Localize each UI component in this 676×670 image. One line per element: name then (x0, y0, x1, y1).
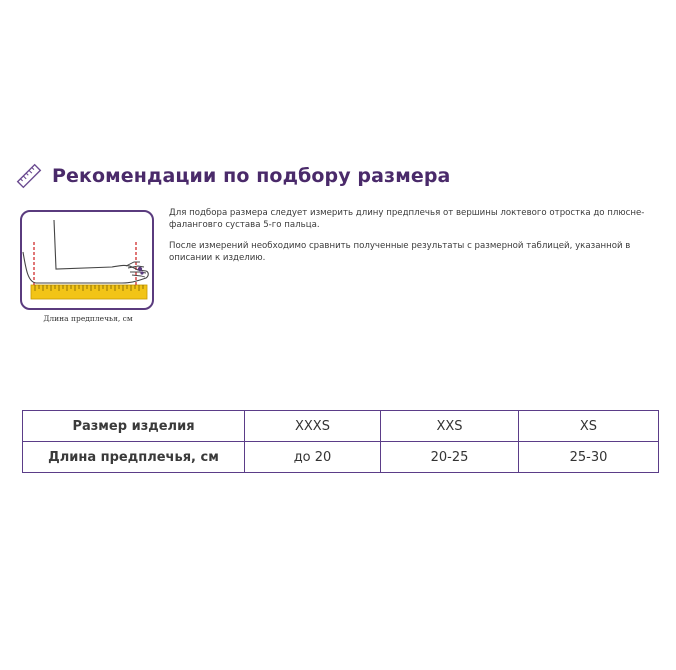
page-title: Рекомендации по подбору размера (52, 165, 451, 187)
forearm-measurement-illustration (22, 212, 152, 308)
row-header: Длина предплечья, см (23, 442, 245, 473)
table-cell: XXS (381, 411, 519, 442)
description-paragraph: После измерений необходимо сравнить полученные результаты с размерной таблицей, указанной в описании к изделию. (169, 241, 631, 263)
size-table (22, 410, 659, 473)
figure-frame (20, 210, 154, 310)
section-heading (16, 163, 450, 189)
description-paragraph: Для подбора размера следует измерить длину предплечья от вершины локтевого отростка до плюсне-фаланговго сустава 5-го пальца. (169, 208, 645, 230)
table-cell: XS (519, 411, 659, 442)
arm-outline (23, 220, 148, 283)
ruler-bar (31, 285, 147, 299)
row-header: Размер изделия (23, 411, 245, 442)
table-cell: 25-30 (519, 442, 659, 473)
ruler-pencil-icon (16, 163, 42, 189)
table-row (23, 411, 659, 442)
description-text (169, 207, 664, 273)
measurement-figure (20, 210, 156, 323)
table-cell: до 20 (245, 442, 381, 473)
figure-caption: Длина предплечья, см (43, 314, 133, 323)
table-cell: XXXS (245, 411, 381, 442)
table-row (23, 442, 659, 473)
table-cell: 20-25 (381, 442, 519, 473)
